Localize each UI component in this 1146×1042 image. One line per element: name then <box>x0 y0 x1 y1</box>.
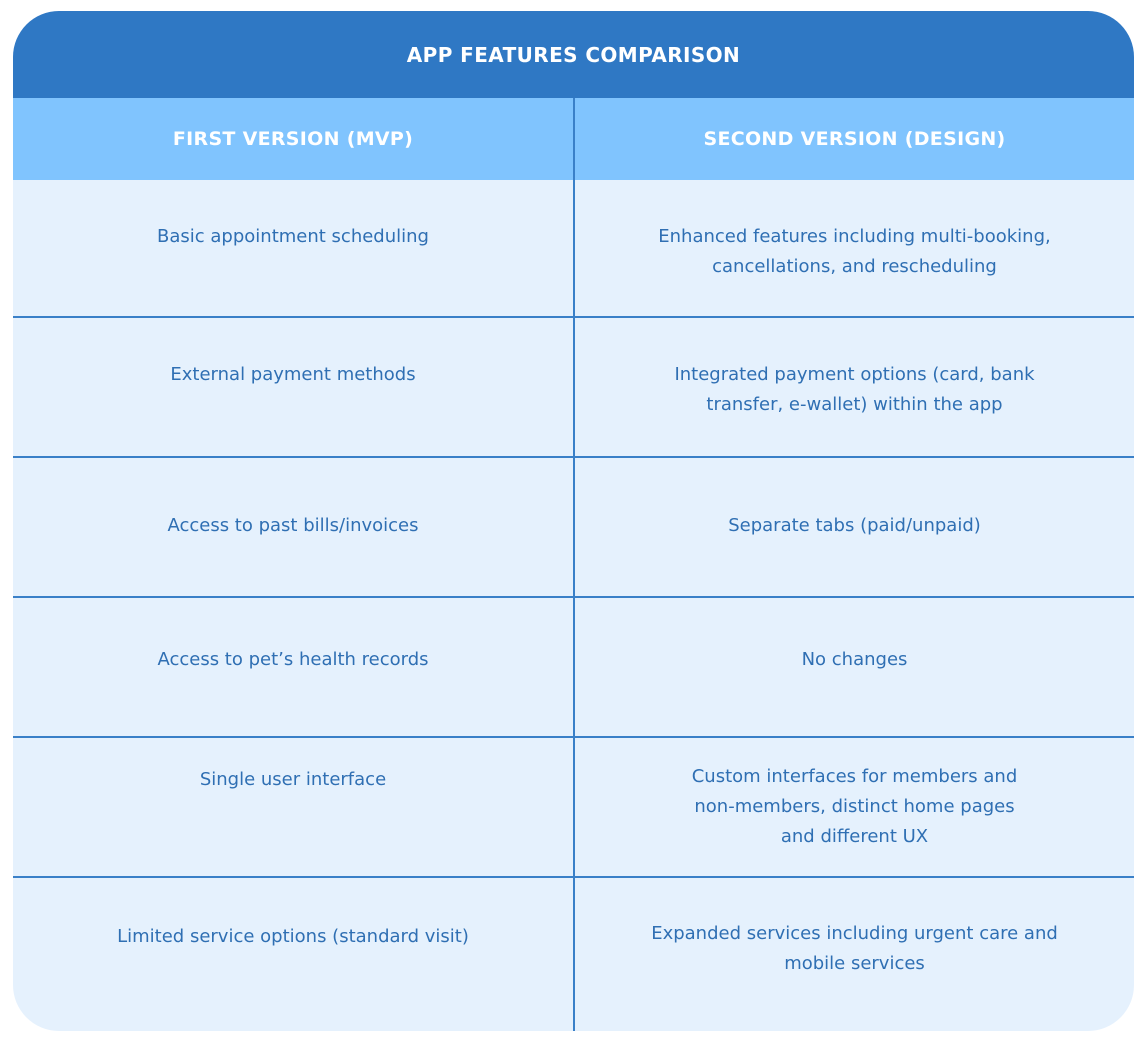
second-version-cell: Custom interfaces for members and non-members, distinct home pages and different UX <box>691 766 1018 847</box>
second-version-cell: Separate tabs (paid/unpaid) <box>728 515 981 536</box>
column-header-second-version: SECOND VERSION (DESIGN) <box>703 128 1006 150</box>
first-version-cell: Access to past bills/invoices <box>167 515 419 536</box>
first-version-cell: Access to pet’s health records <box>157 649 429 670</box>
first-version-cell: Limited service options (standard visit) <box>117 926 469 947</box>
first-version-cell: Basic appointment scheduling <box>157 226 429 247</box>
first-version-cell: External payment methods <box>170 364 416 385</box>
second-version-cell: Integrated payment options (card, bank transfer, e-wallet) within the app <box>674 364 1035 415</box>
second-version-cell: Expanded services including urgent care and mobile services <box>651 923 1058 974</box>
second-version-cell: Enhanced features including multi-booking, cancellations, and rescheduling <box>658 226 1051 277</box>
second-version-cell: No changes <box>801 649 908 670</box>
first-version-cell: Single user interface <box>199 769 387 790</box>
column-divider <box>573 98 575 1031</box>
table-title: APP FEATURES COMPARISON <box>13 11 1134 98</box>
comparison-table <box>13 11 1134 1031</box>
column-header-first-version: FIRST VERSION (MVP) <box>172 128 414 150</box>
